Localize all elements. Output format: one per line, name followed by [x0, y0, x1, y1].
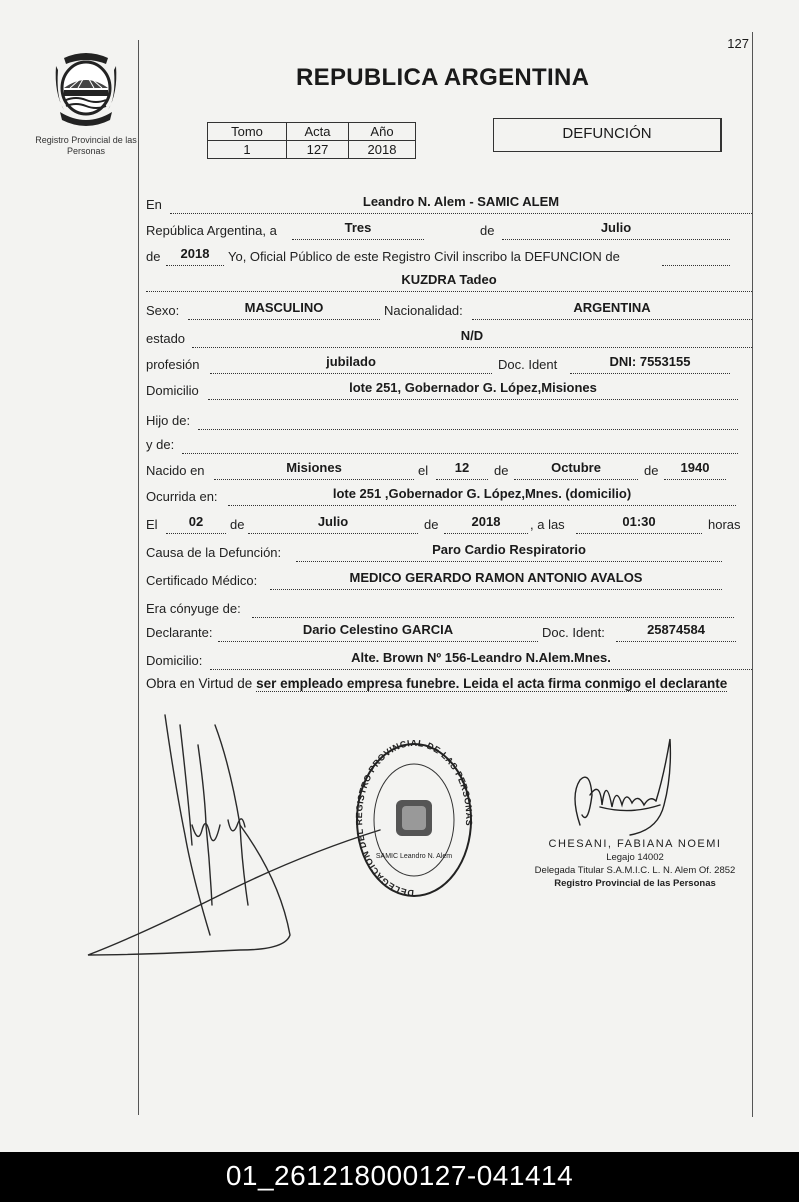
row-fecha-inscripcion: [146, 218, 752, 240]
label-domicilio2: Domicilio:: [146, 653, 203, 668]
label-a-las: , a las: [530, 517, 565, 532]
label-de2: de: [146, 249, 161, 264]
label-nac-de: de: [494, 463, 509, 478]
seal-inner-text: SAMIC Leandro N. Alem: [375, 853, 453, 860]
right-margin-line: [752, 32, 753, 1117]
anio-value: 2018: [349, 141, 416, 159]
label-en: En: [146, 197, 162, 212]
anio-header: Año: [349, 123, 416, 141]
declarant-signature: [80, 705, 400, 985]
label-el-de2: de: [424, 517, 439, 532]
label-profesion: profesión: [146, 357, 200, 372]
tomo-value: 1: [208, 141, 287, 159]
seal-outer-text: DELEGACION DEL REGISTRO PROVINCIAL DE LAS PERSONAS: [354, 740, 474, 899]
label-conyuge: Era cónyuge de:: [146, 601, 241, 616]
row-y-de: [146, 432, 752, 454]
scan-file-id: 01_261218000127-041414: [0, 1152, 799, 1202]
official-name: CHESANI, FABIANA NOEMI: [548, 838, 722, 850]
row-certificado: [146, 568, 752, 590]
field-sexo: MASCULINO: [188, 299, 380, 320]
obra-en-virtud: [146, 674, 752, 693]
field-nacido-mes: Octubre: [514, 459, 638, 480]
field-def-hora: 01:30: [576, 513, 702, 534]
row-ocurrida: [146, 484, 752, 506]
label-y-de: y de:: [146, 437, 175, 452]
label-declarante: Declarante:: [146, 625, 213, 640]
label-causa: Causa de la Defunción:: [146, 545, 282, 560]
registry-caption: Registro Provincial de las Personas: [35, 135, 137, 156]
label-certificado: Certificado Médico:: [146, 573, 258, 588]
official-legajo: Legajo 14002: [606, 852, 664, 863]
row-fecha-defuncion: [146, 512, 752, 534]
label-el: El: [146, 517, 158, 532]
field-dia: Tres: [292, 219, 424, 240]
field-def-mes: Julio: [248, 513, 418, 534]
field-inscribo-blank: [662, 245, 730, 266]
field-conyuge: [252, 597, 734, 618]
field-domicilio: lote 251, Gobernador G. López,Misiones: [208, 379, 738, 400]
field-declarante-domicilio: Alte. Brown Nº 156-Leandro N.Alem.Mnes.: [210, 649, 752, 670]
label-el-de: de: [230, 517, 245, 532]
field-anio: 2018: [166, 245, 224, 266]
field-estado: N/D: [192, 327, 752, 348]
row-anio-inscripcion: [146, 244, 752, 266]
field-doc: DNI: 7553155: [570, 353, 730, 374]
acta-value: 127: [287, 141, 349, 159]
row-conyuge: [146, 596, 752, 618]
document-title: REPUBLICA ARGENTINA: [296, 64, 590, 91]
field-causa: Paro Cardio Respiratorio: [296, 541, 722, 562]
field-declarante: Dario Celestino GARCIA: [218, 621, 538, 642]
label-doc-ident2: Doc. Ident:: [542, 625, 605, 640]
label-estado: estado: [146, 331, 186, 346]
field-lugar: Leandro N. Alem - SAMIC ALEM: [170, 193, 752, 214]
record-reference-table: [207, 122, 416, 159]
label-nacido-en: Nacido en: [146, 463, 205, 478]
row-profesion: [146, 352, 752, 374]
document-type-box: DEFUNCIÓN: [493, 118, 722, 152]
label-horas: horas: [708, 517, 741, 532]
official-stamp-block: [520, 838, 750, 890]
acta-header: Acta: [287, 123, 349, 141]
official-cargo: Delegada Titular S.A.M.I.C. L. N. Alem Of. 2852: [534, 865, 736, 876]
field-fallecido: KUZDRA Tadeo: [146, 271, 752, 292]
field-hijo-de: [198, 409, 738, 430]
field-mes: Julio: [502, 219, 730, 240]
field-nacido-lugar: Misiones: [214, 459, 414, 480]
label-domicilio: Domicilio: [146, 383, 199, 398]
row-sexo: [146, 298, 752, 320]
tomo-header: Tomo: [208, 123, 287, 141]
registry-seal-stamp: [354, 740, 474, 900]
label-nacionalidad: Nacionalidad:: [384, 303, 463, 318]
label-ocurrida: Ocurrida en:: [146, 489, 218, 504]
row-domicilio-declarante: [146, 648, 752, 670]
label-nac-el: el: [418, 463, 429, 478]
label-obra: Obra en Virtud de: [146, 676, 253, 691]
official-signature: [560, 735, 690, 845]
label-nac-de2: de: [644, 463, 659, 478]
label-republica: República Argentina, a: [146, 223, 277, 238]
province-coat-of-arms-logo: [50, 48, 122, 128]
label-de: de: [480, 223, 495, 238]
row-declarante: [146, 620, 752, 642]
row-domicilio: [146, 378, 752, 400]
field-def-anio: 2018: [444, 513, 528, 534]
field-y-de: [182, 433, 738, 454]
label-hijo-de: Hijo de:: [146, 413, 191, 428]
field-ocurrida: lote 251 ,Gobernador G. López,Mnes. (domicilio): [228, 485, 736, 506]
field-nacionalidad: ARGENTINA: [472, 299, 752, 320]
official-registro: Registro Provincial de las Personas: [554, 878, 716, 889]
field-obra: ser empleado empresa funebre. Leida el acta firma conmigo el declarante: [256, 676, 728, 691]
label-inscribo: Yo, Oficial Público de este Registro Civil inscribo la DEFUNCION de: [228, 249, 620, 264]
row-lugar: [146, 192, 752, 214]
row-fallecido: [146, 270, 752, 292]
row-nacido: [146, 458, 752, 480]
field-nacido-anio: 1940: [664, 459, 726, 480]
row-causa: [146, 540, 752, 562]
label-sexo: Sexo:: [146, 303, 180, 318]
field-profesion: jubilado: [210, 353, 492, 374]
field-certificado: MEDICO GERARDO RAMON ANTONIO AVALOS: [270, 569, 722, 590]
label-doc-ident: Doc. Ident: [498, 357, 558, 372]
row-estado: [146, 326, 752, 348]
field-def-dia: 02: [166, 513, 226, 534]
field-declarante-doc: 25874584: [616, 621, 736, 642]
field-nacido-dia: 12: [436, 459, 488, 480]
page-number: 127: [727, 36, 749, 51]
row-hijo-de: [146, 408, 752, 430]
